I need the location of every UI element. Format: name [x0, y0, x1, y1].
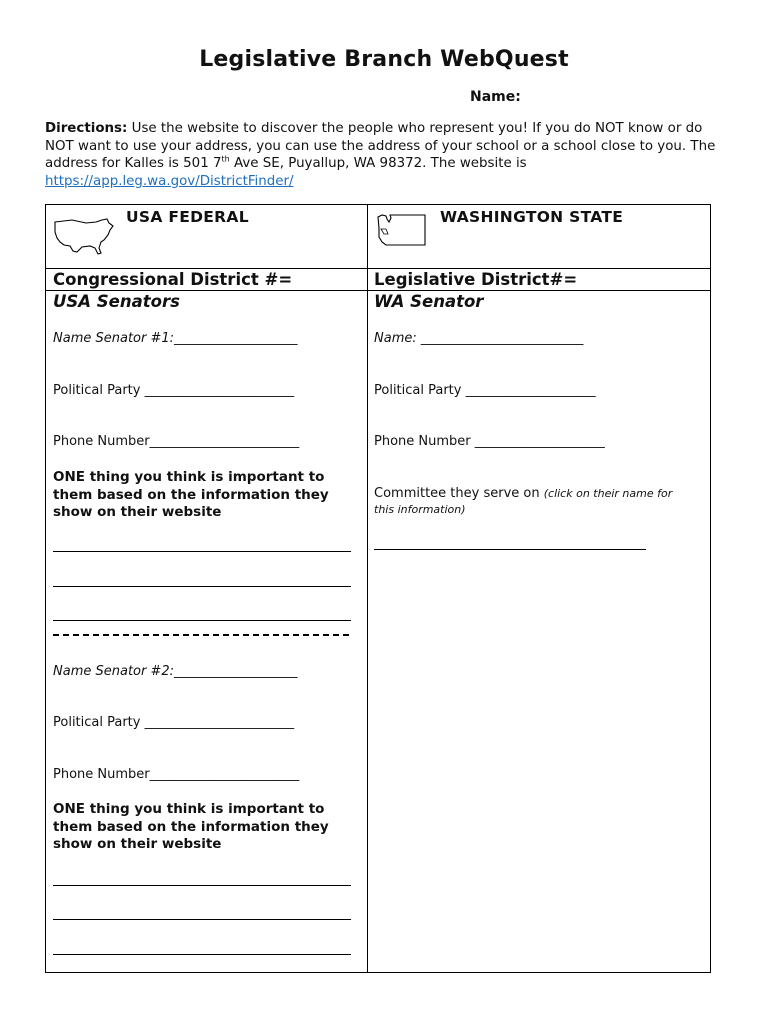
- senator2-name-field: Name Senator #2:___________________: [53, 664, 298, 679]
- district-divider: [46, 290, 710, 291]
- senator2-party-field: Political Party _______________________: [53, 715, 295, 730]
- legislative-district-label: Legislative District#=: [374, 270, 578, 289]
- usa-map-icon: [52, 216, 116, 258]
- state-header: WASHINGTON STATE: [440, 208, 624, 226]
- column-divider: [367, 205, 368, 972]
- committee-answer-line: [374, 549, 646, 550]
- answer-line: [53, 885, 351, 886]
- answer-line: [53, 620, 351, 621]
- state-senator-phone-field: Phone Number ____________________: [374, 434, 605, 449]
- senator2-question: ONE thing you think is important to them based on the information they show on their website: [53, 801, 329, 852]
- wa-senator-heading: WA Senator: [374, 292, 484, 311]
- senator1-name-field: Name Senator #1:___________________: [53, 331, 298, 346]
- senator1-question: ONE thing you think is important to them based on the information they show on their website: [53, 469, 329, 520]
- directions-text-end: Ave SE, Puyallup, WA 98372. The website is: [229, 156, 527, 171]
- senator2-phone-field: Phone Number_______________________: [53, 767, 300, 782]
- name-label: Name:: [470, 89, 521, 105]
- senator1-party-field: Political Party _______________________: [53, 383, 295, 398]
- committee-field: [374, 486, 694, 518]
- senator-separator: [53, 634, 349, 636]
- directions-label: Directions:: [45, 121, 128, 136]
- congressional-district-label: Congressional District #=: [53, 270, 293, 289]
- answer-line: [53, 551, 351, 552]
- directions-paragraph: [45, 120, 725, 190]
- webquest-table: [45, 204, 711, 973]
- page-title: Legislative Branch WebQuest: [199, 47, 569, 72]
- district-finder-link[interactable]: https://app.leg.wa.gov/DistrictFinder/: [45, 173, 294, 189]
- header-divider: [46, 268, 710, 269]
- answer-line: [53, 954, 351, 955]
- washington-state-icon: [376, 212, 428, 248]
- directions-text: Use the website to discover the people who represent you! If you do NOT know or do NOT want to use your address, you can use the address of your school or a school close to you. The address for Kalles is 501 7: [45, 121, 716, 171]
- committee-note: (click on their name for this information): [374, 487, 673, 516]
- senator1-phone-field: Phone Number_______________________: [53, 434, 300, 449]
- ordinal-suffix: th: [221, 154, 230, 164]
- committee-label: Committee they serve on: [374, 486, 540, 501]
- answer-line: [53, 919, 351, 920]
- usa-senators-heading: USA Senators: [53, 292, 180, 311]
- answer-line: [53, 586, 351, 587]
- state-senator-name-field: Name: _________________________: [374, 331, 584, 346]
- state-senator-party-field: Political Party ____________________: [374, 383, 596, 398]
- federal-header: USA FEDERAL: [126, 208, 249, 226]
